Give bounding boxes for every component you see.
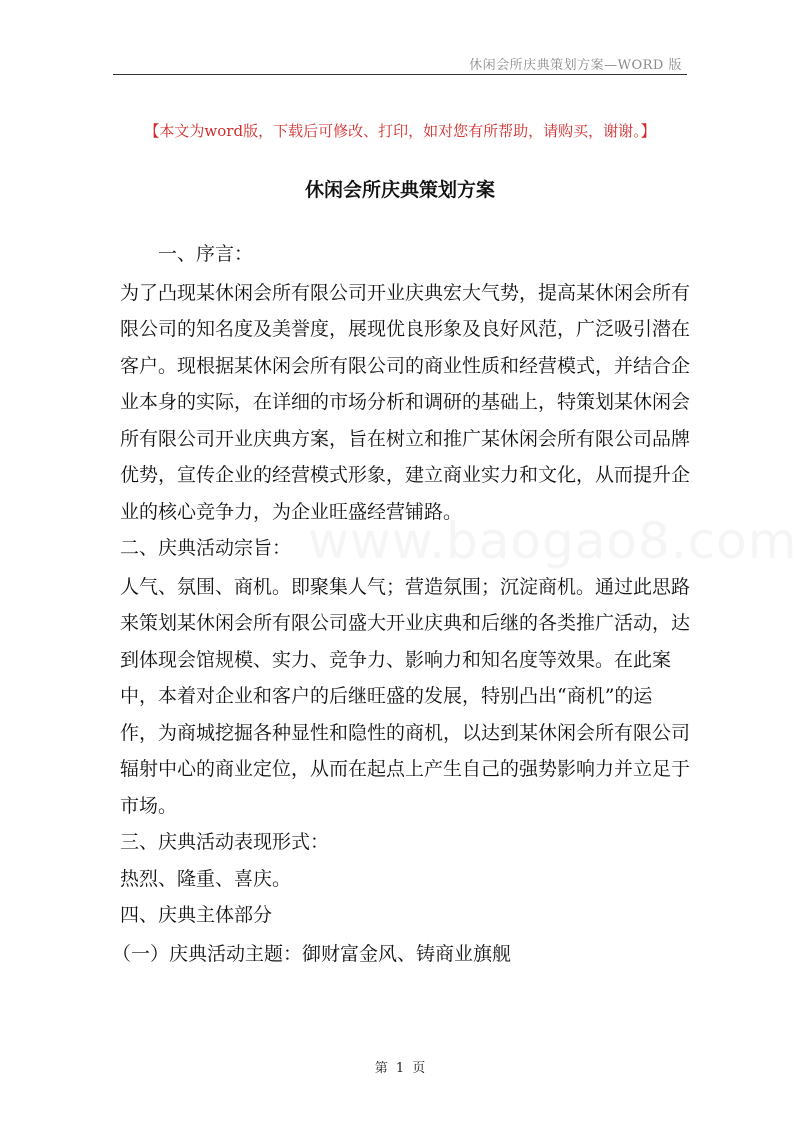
document-title: 休闲会所庆典策划方案	[304, 179, 495, 201]
watermark: www.baogao8.com	[308, 512, 798, 570]
section-body-form: 热烈、隆重、喜庆。	[120, 867, 292, 890]
section-body-preface: 为了凸现某休闲会所有限公司开业庆典宏大气势，提高某休闲会所有限公司的知名度及美誉度，展现优良形象及良好风范，广泛吸引潜在客户。现根据某休闲会所有限公司的商业性质和经营模式，并结合企业本身的实际，在详细的市场分析和调研的基础上，特策划某休闲会所有限公司开业庆典方案，旨在树立和推广某休闲会所有限公司品牌优势，宣传企业的经营模式形象，建立商业实力和文化，从而提升企业的核心竞争力，为企业旺盛经营铺路。	[120, 281, 691, 523]
section-heading-purpose: 二、庆典活动宗旨：	[120, 537, 292, 559]
section-body-purpose: 人气、氛围、商机。即聚集人气；营造氛围；沉淀商机。通过此思路来策划某休闲会所有限公司盛大开业庆典和后继的各类推广活动，达到体现会馆规模、实力、竞争力、影响力和知名度等效果。在此案中，本着对企业和客户的后继旺盛的发展，特别凸出“商机”的运作，为商城挖掘各种显性和隐性的商机，以达到某休闲会所有限公司辐射中心的商业定位，从而在起点上产生自己的强势影响力并立足于市场。	[120, 575, 691, 817]
footer-suffix: 页	[412, 1061, 426, 1076]
header-rule	[113, 74, 687, 75]
section-heading-preface: 一、序言：	[158, 243, 254, 265]
page-footer	[0, 1057, 800, 1076]
section-heading-form: 三、庆典活动表现形式：	[120, 831, 330, 853]
footer-page-number: 1	[395, 1061, 405, 1076]
footer-prefix: 第	[374, 1061, 388, 1076]
section-heading-main: 四、庆典主体部分	[120, 904, 273, 926]
download-notice: 【本文为word版，下载后可修改、打印，如对您有所帮助，请购买，谢谢。】	[144, 122, 656, 140]
document-body	[112, 236, 691, 972]
section-body-main-theme: （一）庆典活动主题：御财富金风、铸商业旗舰	[112, 942, 512, 965]
running-header: 休闲会所庆典策划方案—WORD 版	[469, 58, 682, 73]
